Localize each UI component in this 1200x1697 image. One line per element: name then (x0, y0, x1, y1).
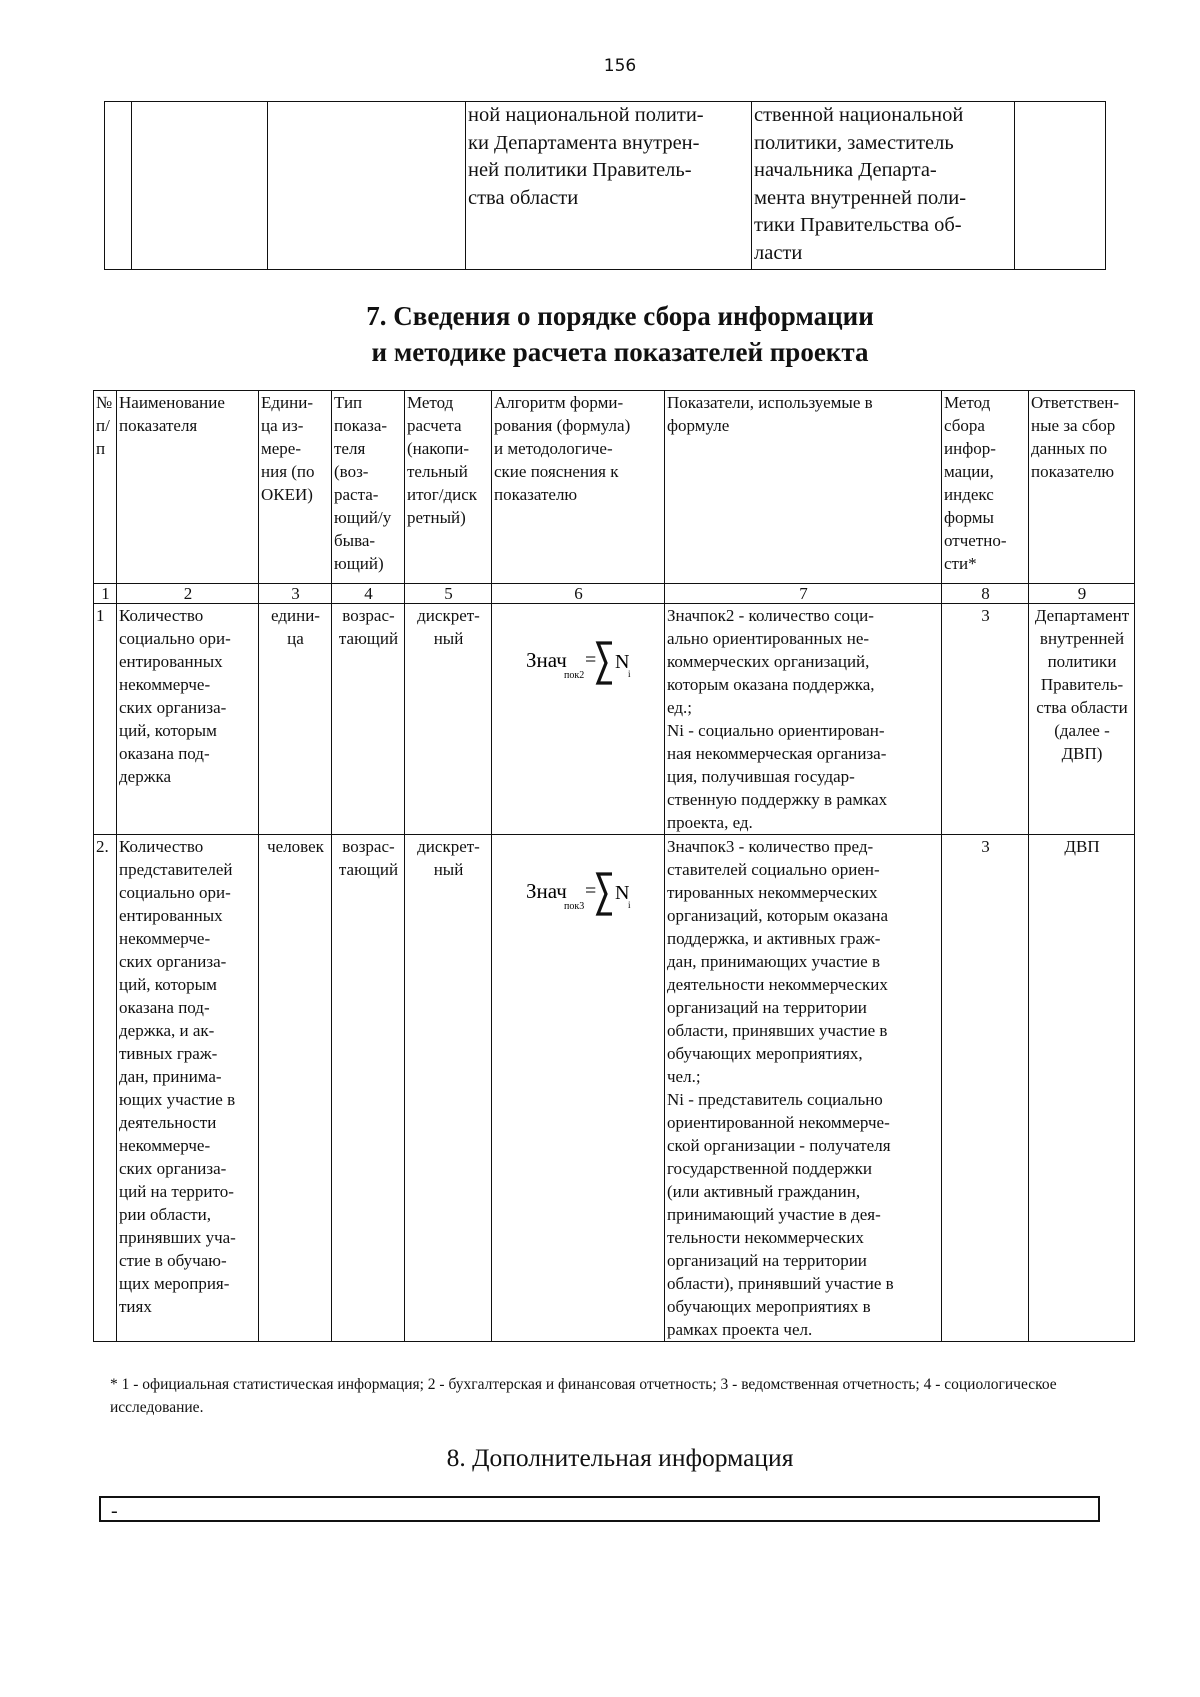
column-number: 7 (665, 584, 942, 604)
indicator-collection-method: 3 (942, 604, 1029, 835)
header-cell-collection: Метод сбора инфор- мации, индекс формы отчетно- сти* (942, 391, 1029, 584)
header-cell-params: Показатели, используемые в формуле (665, 391, 942, 584)
table-cell (105, 102, 132, 270)
header-cell-algorithm: Алгоритм форми- рования (формула) и методологиче- ские пояснения к показателю (492, 391, 665, 584)
header-row (94, 391, 1135, 584)
column-number: 3 (259, 584, 332, 604)
responsible-position-cell: ственной национальной политики, заместитель начальника Департа- мента внутренней поли- тики Правительства об- ласти (752, 102, 1015, 270)
indicator-name: Количество представителей социально ори- ентированных некоммерче- ских организа- ций, которым оказана под- держка, и ак- тивных граж- дан, принима- ющих участие в деятельности некоммерче- ских организа- ций на террито- рии области, принявших уча- стие в обучаю- щих мероприя- тиях (117, 835, 259, 1342)
row-number: 1 (94, 604, 117, 835)
formula (494, 866, 663, 920)
formula-lhs-subscript: пок3 (563, 901, 584, 912)
column-number: 8 (942, 584, 1029, 604)
indicator-method: дискрет- ный (405, 604, 492, 835)
header-cell-num: № п/п (94, 391, 117, 584)
section-8-title: 8. Дополнительная информация (446, 1443, 794, 1472)
footnote: * 1 - официальная статистическая информация; 2 - бухгалтерская и финансовая отчетность; 3 - ведомственная отчетность; 4 - социологическое исследование. (110, 1376, 1057, 1416)
table-cell (132, 102, 268, 270)
section-7-title (0, 298, 1200, 370)
header-cell-unit: Едини- ца из- мере- ния (по ОКЕИ) (259, 391, 332, 584)
indicator-type: возрас- тающий (332, 835, 405, 1342)
responsible-unit-cell: ной национальной полити- ки Департамента внутрен- ней политики Правитель- ства области (466, 102, 752, 270)
indicator-unit: едини- ца (259, 604, 332, 835)
indicator-params: Значпок2 - количество соци- ально ориентированных не- коммерческих организаций, которым оказана поддержка, ед.; Ni - социально ориентирован- ная некоммерческая организа- ция, получившая государ- ственную поддержку в рамках проекта, ед. (665, 604, 942, 835)
continued-table-row (105, 102, 1106, 270)
formula-lhs: Знач (525, 648, 567, 672)
formula-variable: N (614, 882, 629, 904)
indicator-name: Количество социально ори- ентированных некоммерче- ских организа- ций, которым оказана под- держка (117, 604, 259, 835)
formula-variable-subscript: i (627, 900, 631, 910)
formula-lhs-subscript: пок2 (563, 670, 584, 681)
sigma-icon (598, 643, 612, 683)
column-number: 5 (405, 584, 492, 604)
column-number-row (94, 584, 1135, 604)
section-7-title-line-2: и методике расчета показателей проекта (371, 337, 869, 367)
indicator-formula-cell (492, 604, 665, 835)
sum-formula-icon (524, 635, 634, 689)
indicator-params: Значпок3 - количество пред- ставителей социально ориен- тированных некоммерческих организаций, которым оказана поддержка, и активных граж- дан, принимающих участие в деятельности некоммерческих организаций на территории области, принявших участие в обучающих мероприятиях, чел.; Ni - представитель социально ориентированной некоммерче- ской организации - получателя государственной поддержки (или активный гражданин, принимающий участие в дея- тельности некоммерческих организаций на территории области), принявший участие в обучающих мероприятиях в рамках проекта чел. (665, 835, 942, 1342)
formula-variable: N (614, 651, 629, 673)
header-cell-method: Метод расчета (накопи- тельный итог/диск ретный) (405, 391, 492, 584)
table-row (94, 835, 1135, 1342)
indicator-type: возрас- тающий (332, 604, 405, 835)
section-7-title-line-1: 7. Сведения о порядке сбора информации (366, 301, 874, 331)
column-number: 4 (332, 584, 405, 604)
sigma-icon (598, 874, 612, 914)
header-cell-responsible: Ответствен- ные за сбор данных по показателю (1029, 391, 1135, 584)
indicator-responsible: ДВП (1029, 835, 1135, 1342)
column-number: 2 (117, 584, 259, 604)
table-row (94, 604, 1135, 835)
indicator-collection-method: 3 (942, 835, 1029, 1342)
table-cell (1015, 102, 1106, 270)
column-number: 1 (94, 584, 117, 604)
column-number: 6 (492, 584, 665, 604)
table-cell (268, 102, 466, 270)
indicators-table (93, 390, 1135, 1342)
row-number: 2. (94, 835, 117, 1342)
indicator-responsible: Департамент внутренней политики Правитель- ства области (далее - ДВП) (1029, 604, 1135, 835)
equals-sign-icon: = (584, 880, 596, 902)
column-number: 9 (1029, 584, 1135, 604)
formula-variable-subscript: i (627, 669, 631, 679)
formula-lhs: Знач (525, 879, 567, 903)
sum-formula-icon (524, 866, 634, 920)
continued-table (104, 101, 1106, 270)
indicator-unit: человек (259, 835, 332, 1342)
header-cell-type: Тип показа- теля (воз- раста- ющий/у быва- ющий) (332, 391, 405, 584)
indicator-method: дискрет- ный (405, 835, 492, 1342)
page-number: 156 (603, 56, 637, 76)
header-cell-name: Наименование показателя (117, 391, 259, 584)
equals-sign-icon: = (584, 649, 596, 671)
indicator-formula-cell (492, 835, 665, 1342)
formula (494, 635, 663, 689)
additional-info-box: - (99, 1496, 1100, 1522)
